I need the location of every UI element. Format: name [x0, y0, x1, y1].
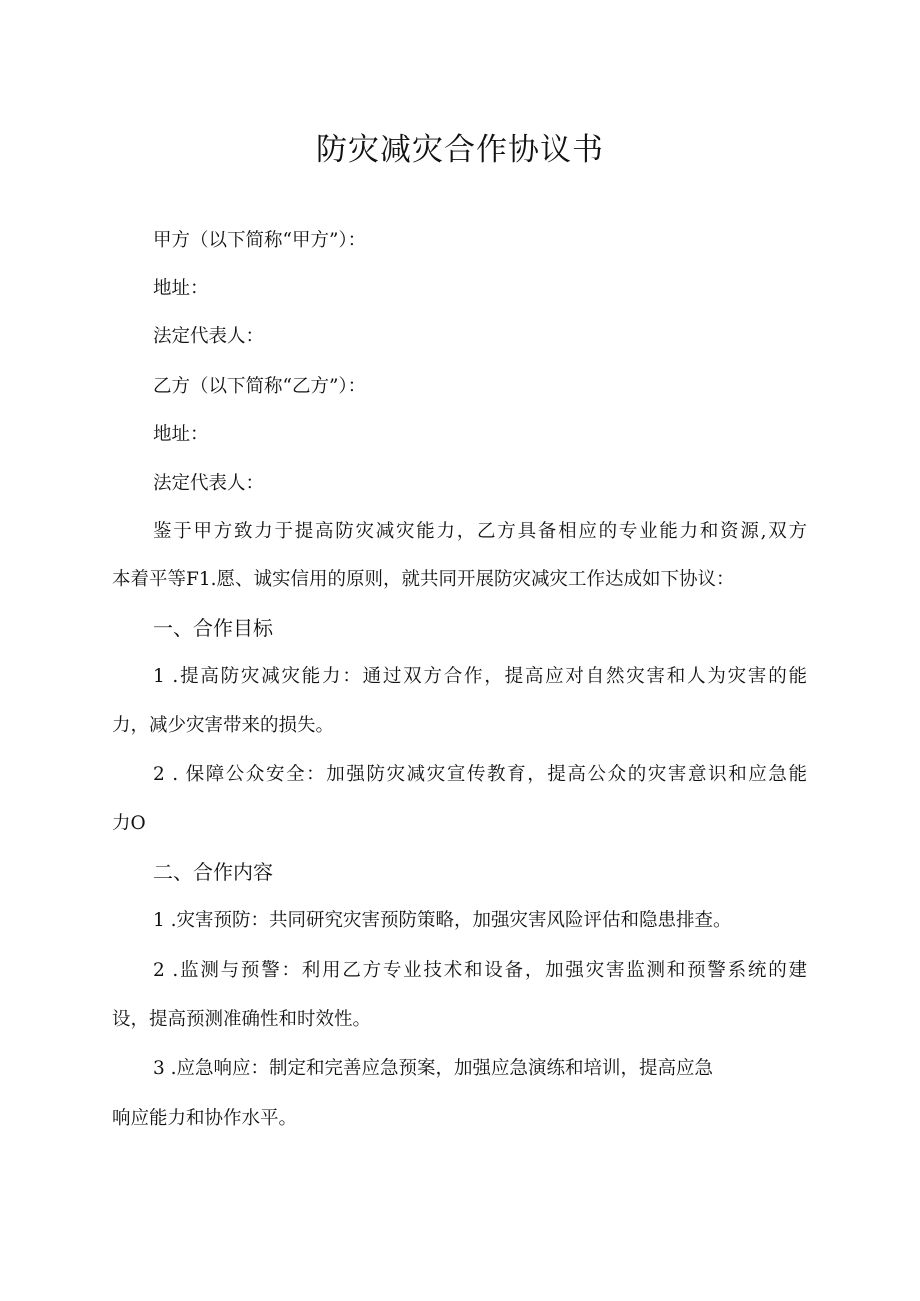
- section-2-item-3-line-1: 3 .应急响应：制定和完善应急预案，加强应急演练和培训，提高应急: [153, 1058, 714, 1079]
- preamble-line-1: 鉴于甲方致力于提高防灾减灾能力，乙方具备相应的专业能力和资源,双方: [153, 521, 807, 542]
- section-1-item-2-line-1: 2 . 保障公众安全：加强防灾减灾宣传教育，提高公众的灾害意识和应急能: [153, 764, 807, 785]
- party-a-line: 甲方（以下简称“甲方”）：: [153, 230, 367, 251]
- party-b-address: 地址：: [153, 424, 209, 445]
- party-b-line: 乙方（以下简称“乙方”）：: [153, 376, 367, 397]
- party-a-address: 地址：: [153, 278, 209, 299]
- section-1-item-2-line-2: 力O: [112, 813, 146, 834]
- preamble-line-2: 本着平等F1.愿、诚实信用的原则，就共同开展防灾减灾工作达成如下协议：: [112, 569, 735, 590]
- section-2-heading: 二、合作内容: [153, 860, 273, 884]
- party-b-rep: 法定代表人：: [153, 473, 265, 494]
- section-1-heading: 一、合作目标: [153, 616, 273, 640]
- section-1-item-1-line-2: 力，减少灾害带来的损失。: [112, 715, 335, 736]
- section-2-item-2-line-1: 2 .监测与预警：利用乙方专业技术和设备，加强灾害监测和预警系统的建: [153, 960, 807, 981]
- section-1-item-1-line-1: 1 .提高防灾减灾能力：通过双方合作，提高应对自然灾害和人为灾害的能: [153, 666, 807, 687]
- section-2-item-3-line-2: 响应能力和协作水平。: [112, 1108, 298, 1129]
- document-title: 防灾减灾合作协议书: [316, 132, 604, 168]
- section-2-item-1-line-1: 1 .灾害预防：共同研究灾害预防策略，加强灾害风险评估和隐患排查。: [153, 910, 732, 931]
- party-a-rep: 法定代表人：: [153, 326, 265, 347]
- section-2-item-2-line-2: 设，提高预测准确性和时效性。: [112, 1009, 372, 1030]
